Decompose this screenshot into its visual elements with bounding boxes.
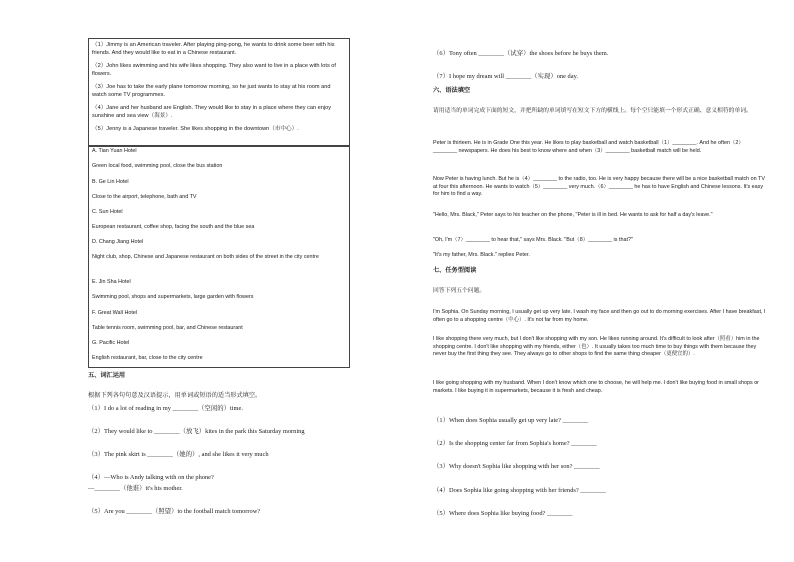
section-5-title: 五、词汇运用: [88, 372, 126, 379]
passage-1-para: "Oh, I'm（7）________ to hear that," says Mrs. Black. "But（8）________ is that?": [433, 237, 633, 243]
exercise-item: —________（他谁）it's his mother.: [88, 485, 183, 492]
description-4: （4）Jane and her husband are English. They would like to stay in a place where they can enjoy sunshine and sea view（海景）.: [92, 105, 332, 119]
hotel-name: G. Pacific Hotel: [92, 340, 130, 346]
hotel-desc: Swimming pool, shops and supermarkets, large garden with flowers: [92, 294, 254, 300]
exercise-item: （2）They would like to ________（放飞）kites in the park this Saturday morning: [88, 428, 305, 435]
hotel-name: C. Sun Hotel: [92, 209, 123, 215]
exercise-item: （3）The pink skirt is ________（她的）, and she likes it very much: [88, 451, 269, 458]
hotel-name: B. Ge Lin Hotel: [92, 179, 129, 185]
hotel-desc: Green local food, swimming pool, close the bus station: [92, 163, 223, 169]
passage-2-para: I'm Sophia. On Sunday morning, I usually get up very late. I wash my face and then go out to do morning exercises. After I have breakfast, I often go to a shopping centre（中心）. It's not far from my home.: [433, 309, 766, 323]
descriptions-box: [88, 38, 350, 146]
section-6-title: 六、语法填空: [433, 87, 471, 94]
passage-1-para: Peter is thirteen. He is in Grade One this year. He likes to play basketball and watch basketball（1）________. And he often（2）________ newspapers. He does his best to know where and when（3）________ basketball match will be held.: [433, 140, 744, 154]
hotel-name: A. Tian Yuan Hotel: [92, 148, 137, 154]
description-5: （5）Jenny is a Japanese traveler. She likes shopping in the downtown（市中心）.: [92, 126, 299, 132]
description-2: （2）John likes swimming and his wife likes shopping. They also want to live in a place with lots of flowers.: [92, 63, 336, 77]
exercise-item: （1）I do a lot of reading in my ________（空闲的）time.: [88, 405, 243, 412]
exercise-item: （4）—Who is Andy talking with on the phone?: [88, 474, 214, 481]
hotel-name: D. Chang Jiang Hotel: [92, 239, 144, 245]
hotel-desc: Close to the airport, telephone, bath and TV: [92, 194, 197, 200]
question-item: （3）Why doesn't Sophia like shopping with her son? ________: [433, 463, 600, 470]
exercise-item: （6）Tony often ________（试穿）the shoes before he buys them.: [433, 50, 609, 57]
description-1: （1）Jimmy is an American traveler. After playing ping-pong, he wants to drink some beer with his friends. And they would like to eat in a Chinese restaurant.: [92, 42, 335, 56]
hotels-box: [88, 146, 350, 368]
passage-1-para: Now Peter is having lunch. But he is（4）________ to the radio, too. He is very happy because there will be a nice basketball match on TV at four this afternoon. He wants to watch（5）________ very much.（6）________ he has to have English and Chinese lessons. It's easy for him to find a way.: [433, 176, 765, 198]
passage-1-para: "Hello, Mrs. Black," Peter says to his teacher on the phone, "Peter is ill in bed. He wants to ask for half a day's leave.": [433, 212, 713, 218]
section-7-title: 七、任务型阅读: [433, 267, 477, 274]
exercise-item: （5）Are you ________（照望）to the football match tomorrow?: [88, 508, 261, 515]
passage-2-para: I like shopping there very much, but I don't like shopping with my son. He likes running around. It's difficult to look after（照看）him in the shopping centre. I don't like shopping with my friends, either（也）. It usually takes too much time to buy things with them because they never buy the first thing they see. They always go to other shops to find the same thing cheaper（更便宜的）.: [433, 336, 760, 358]
hotel-name: F. Great Wall Hotel: [92, 310, 138, 316]
question-item: （4）Does Sophia like going shopping with her friends? ________: [433, 487, 606, 494]
section-6-instruction: 请用适当的单词完成下面的短文，并把所缺的单词填写在短文下方的横线上。每个空只能填一个形式正确、意义相符的单词。: [433, 108, 752, 114]
question-item: （1）When does Sophia usually get up very late? ________: [433, 417, 589, 424]
passage-2-para: I like going shopping with my husband. When I don't know which one to choose, he will help me. I don't like buying food in small shops or markets. I like buying it in supermarkets, because it is fresh and cheap.: [433, 380, 759, 394]
section-7-instruction: 回答下列五个问题。: [433, 288, 486, 294]
question-item: （2）Is the shopping center far from Sophia's home? ________: [433, 440, 597, 447]
hotel-desc: Table tennis room, swimming pool, bar, and Chinese restaurant: [92, 325, 243, 331]
passage-1-para: "It's my father, Mrs. Black." replies Peter.: [433, 252, 530, 258]
hotel-desc: English restaurant, bar, close to the city centre: [92, 355, 203, 361]
description-3: （3）Joe has to take the early plane tomorrow morning, so he just wants to stay at his room and watch some TV programmes.: [92, 84, 331, 98]
hotel-desc: European restaurant, coffee shop, facing the south and the blue sea: [92, 224, 255, 230]
section-5-instruction: 根据下列各句句意及汉语提示，用单词或短语的适当形式填空。: [88, 392, 262, 399]
question-item: （5）Where does Sophia like buying food? ________: [433, 510, 573, 517]
exercise-item: （7）I hope my dream will ________（实现）one day.: [433, 73, 578, 80]
hotel-desc: Night club, shop, Chinese and Japanese restaurant on both sides of the street in the city centre: [92, 254, 319, 260]
hotel-name: E. Jin Sha Hotel: [92, 279, 131, 285]
